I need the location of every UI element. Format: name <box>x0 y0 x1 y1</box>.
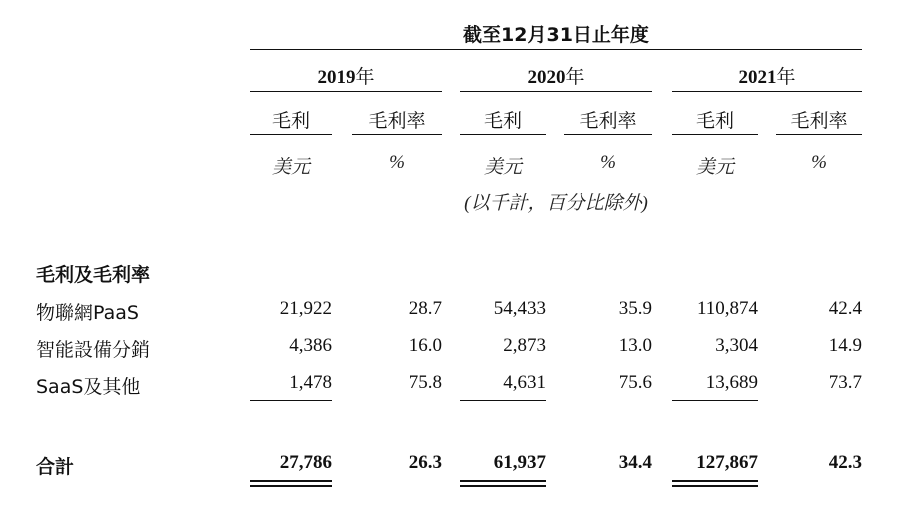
total-margin-2021: 42.3 <box>828 452 862 473</box>
row-label: 智能設備分銷 <box>36 339 151 361</box>
subtotal-line <box>460 400 546 401</box>
col-gross-profit-2021: 毛利 <box>695 110 734 132</box>
unit-pct-2020: % <box>600 152 616 173</box>
col-underline <box>352 134 442 135</box>
row-label: 物聯網PaaS <box>36 302 139 324</box>
period-header: 截至12月31日止年度 <box>463 24 649 46</box>
total-label: 合計 <box>36 456 75 478</box>
cell-gp-2019: 4,386 <box>289 335 332 356</box>
col-underline <box>564 134 652 135</box>
cell-margin-2019: 28.7 <box>408 298 442 319</box>
total-double-underline <box>250 480 332 487</box>
cell-gp-2020: 2,873 <box>503 335 546 356</box>
year-2021: 2021年 <box>738 66 796 88</box>
cell-gp-2021: 110,874 <box>696 298 758 319</box>
cell-margin-2021: 14.9 <box>828 335 862 356</box>
year-2020-underline <box>460 91 652 92</box>
row-label: SaaS及其他 <box>36 376 141 398</box>
total-gp-2020: 61,937 <box>493 452 546 473</box>
cell-margin-2020: 13.0 <box>618 335 652 356</box>
cell-gp-2020: 54,433 <box>493 298 546 319</box>
year-2019: 2019年 <box>317 66 375 88</box>
section-title: 毛利及毛利率 <box>36 264 151 286</box>
unit-usd-2019: 美元 <box>271 157 310 178</box>
col-gross-profit-2020: 毛利 <box>483 110 522 132</box>
col-margin-2019: 毛利率 <box>368 110 426 132</box>
cell-gp-2021: 3,304 <box>715 335 758 356</box>
col-gross-profit-2019: 毛利 <box>271 110 310 132</box>
total-margin-2019: 26.3 <box>408 452 442 473</box>
subtotal-line <box>672 400 758 401</box>
unit-usd-2020: 美元 <box>483 157 522 178</box>
col-underline <box>250 134 332 135</box>
cell-gp-2019: 1,478 <box>289 372 332 393</box>
year-2021-underline <box>672 91 862 92</box>
cell-margin-2021: 73.7 <box>828 372 862 393</box>
cell-margin-2020: 75.6 <box>618 372 652 393</box>
year-2020: 2020年 <box>527 66 585 88</box>
col-margin-2020: 毛利率 <box>579 110 637 132</box>
col-underline <box>776 134 862 135</box>
cell-margin-2019: 16.0 <box>408 335 442 356</box>
unit-usd-2021: 美元 <box>695 157 734 178</box>
cell-margin-2019: 75.8 <box>408 372 442 393</box>
total-gp-2021: 127,867 <box>696 452 758 473</box>
total-double-underline <box>672 480 758 487</box>
col-underline <box>460 134 546 135</box>
col-underline <box>672 134 758 135</box>
cell-gp-2019: 21,922 <box>279 298 332 319</box>
cell-margin-2021: 42.4 <box>828 298 862 319</box>
year-2019-underline <box>250 91 442 92</box>
cell-gp-2021: 13,689 <box>705 372 758 393</box>
unit-pct-2021: % <box>811 152 827 173</box>
cell-gp-2020: 4,631 <box>503 372 546 393</box>
col-margin-2021: 毛利率 <box>790 110 848 132</box>
cell-margin-2020: 35.9 <box>618 298 652 319</box>
period-underline <box>250 49 862 50</box>
unit-pct-2019: % <box>389 152 405 173</box>
total-margin-2020: 34.4 <box>618 452 652 473</box>
subtotal-line <box>250 400 332 401</box>
unit-note: (以千計，百分比除外) <box>464 193 648 214</box>
total-double-underline <box>460 480 546 487</box>
total-gp-2019: 27,786 <box>279 452 332 473</box>
